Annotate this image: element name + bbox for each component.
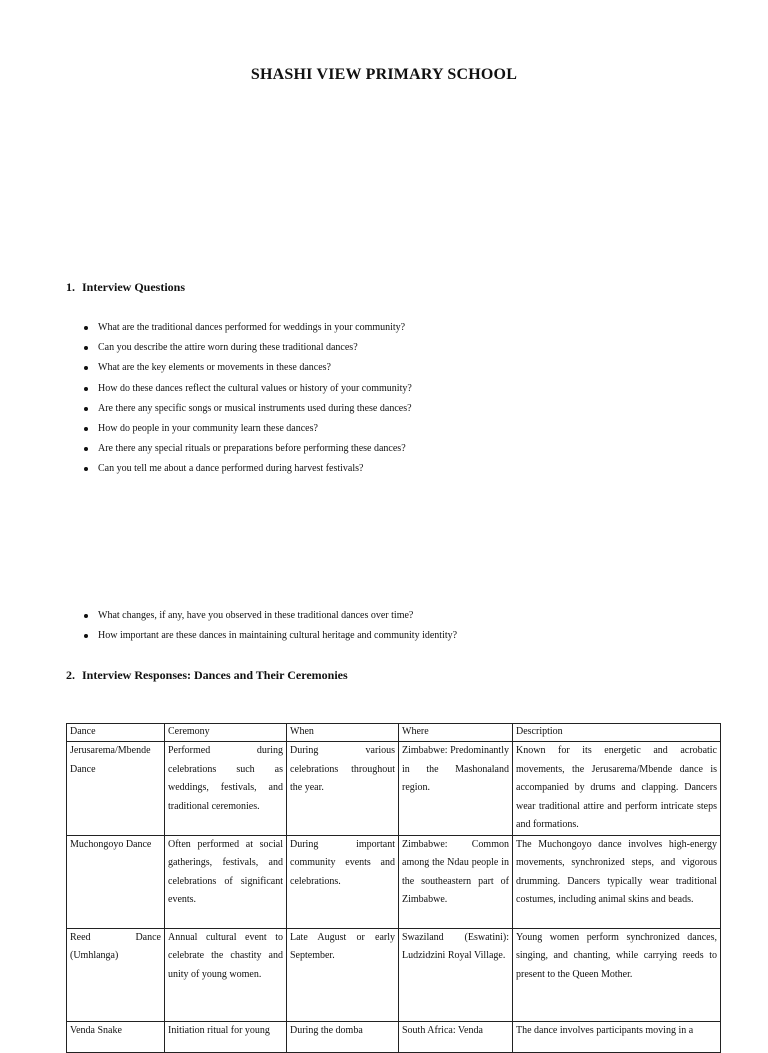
cell-description: Known for its energetic and acrobatic movements, the Jerusarema/Mbende dance is accompanied by drums and clapping. Dancers wear traditional attire and perform intricate steps and formations. — [513, 742, 721, 836]
section-number: 1. — [66, 280, 75, 294]
list-item: What are the key elements or movements in these dances? — [80, 361, 412, 381]
list-item: What changes, if any, have you observed in these traditional dances over time? — [80, 609, 457, 629]
cell-where: Swaziland (Eswatini): Ludzidzini Royal Village. — [399, 928, 513, 1021]
column-header-where: Where — [399, 724, 513, 742]
column-header-description: Description — [513, 724, 721, 742]
cell-dance: Reed Dance (Umhlanga) — [67, 928, 165, 1021]
cell-ceremony: Initiation ritual for young — [165, 1021, 287, 1052]
cell-ceremony: Performed during celebrations such as weddings, festivals, and traditional ceremonies. — [165, 742, 287, 836]
responses-table — [66, 723, 721, 1053]
cell-where: Zimbabwe: Predominantly in the Mashonaland region. — [399, 742, 513, 836]
column-header-ceremony: Ceremony — [165, 724, 287, 742]
table-row — [67, 835, 721, 928]
table-header-row — [67, 724, 721, 742]
section-title: Interview Responses: Dances and Their Ceremonies — [82, 668, 348, 682]
list-item: Can you describe the attire worn during these traditional dances? — [80, 341, 412, 361]
cell-ceremony: Often performed at social gatherings, festivals, and celebrations of significant events. — [165, 835, 287, 928]
section-title: Interview Questions — [82, 280, 185, 294]
cell-when: During various celebrations throughout the year. — [287, 742, 399, 836]
list-item: Are there any special rituals or preparations before performing these dances? — [80, 442, 412, 462]
cell-where: South Africa: Venda — [399, 1021, 513, 1052]
cell-when: During the domba — [287, 1021, 399, 1052]
list-item: How do these dances reflect the cultural values or history of your community? — [80, 382, 412, 402]
section-heading-interview-responses — [66, 668, 348, 683]
column-header-when: When — [287, 724, 399, 742]
list-item: How important are these dances in maintaining cultural heritage and community identity? — [80, 629, 457, 649]
cell-dance: Muchongoyo Dance — [67, 835, 165, 928]
cell-dance: Jerusarema/Mbende Dance — [67, 742, 165, 836]
list-item: Are there any specific songs or musical instruments used during these dances? — [80, 402, 412, 422]
question-list-primary — [80, 321, 412, 483]
list-item: What are the traditional dances performed for weddings in your community? — [80, 321, 412, 341]
cell-dance: Venda Snake — [67, 1021, 165, 1052]
table-row — [67, 742, 721, 836]
section-number: 2. — [66, 668, 75, 682]
cell-description: The Muchongoyo dance involves high-energy movements, synchronized steps, and vigorous drumming. Dancers typically wear traditional costumes, including animal skins and beads. — [513, 835, 721, 928]
cell-description: The dance involves participants moving in a — [513, 1021, 721, 1052]
question-list-secondary — [80, 609, 457, 649]
column-header-dance: Dance — [67, 724, 165, 742]
table-row — [67, 928, 721, 1021]
list-item: Can you tell me about a dance performed during harvest festivals? — [80, 462, 412, 482]
list-item: How do people in your community learn these dances? — [80, 422, 412, 442]
page-title: SHASHI VIEW PRIMARY SCHOOL — [250, 66, 518, 83]
table-row — [67, 1021, 721, 1052]
cell-when: During important community events and celebrations. — [287, 835, 399, 928]
cell-description: Young women perform synchronized dances, singing, and chanting, while carrying reeds to present to the Queen Mother. — [513, 928, 721, 1021]
section-heading-interview-questions — [66, 280, 185, 295]
cell-where: Zimbabwe: Common among the Ndau people in the southeastern part of Zimbabwe. — [399, 835, 513, 928]
cell-when: Late August or early September. — [287, 928, 399, 1021]
cell-ceremony: Annual cultural event to celebrate the chastity and unity of young women. — [165, 928, 287, 1021]
